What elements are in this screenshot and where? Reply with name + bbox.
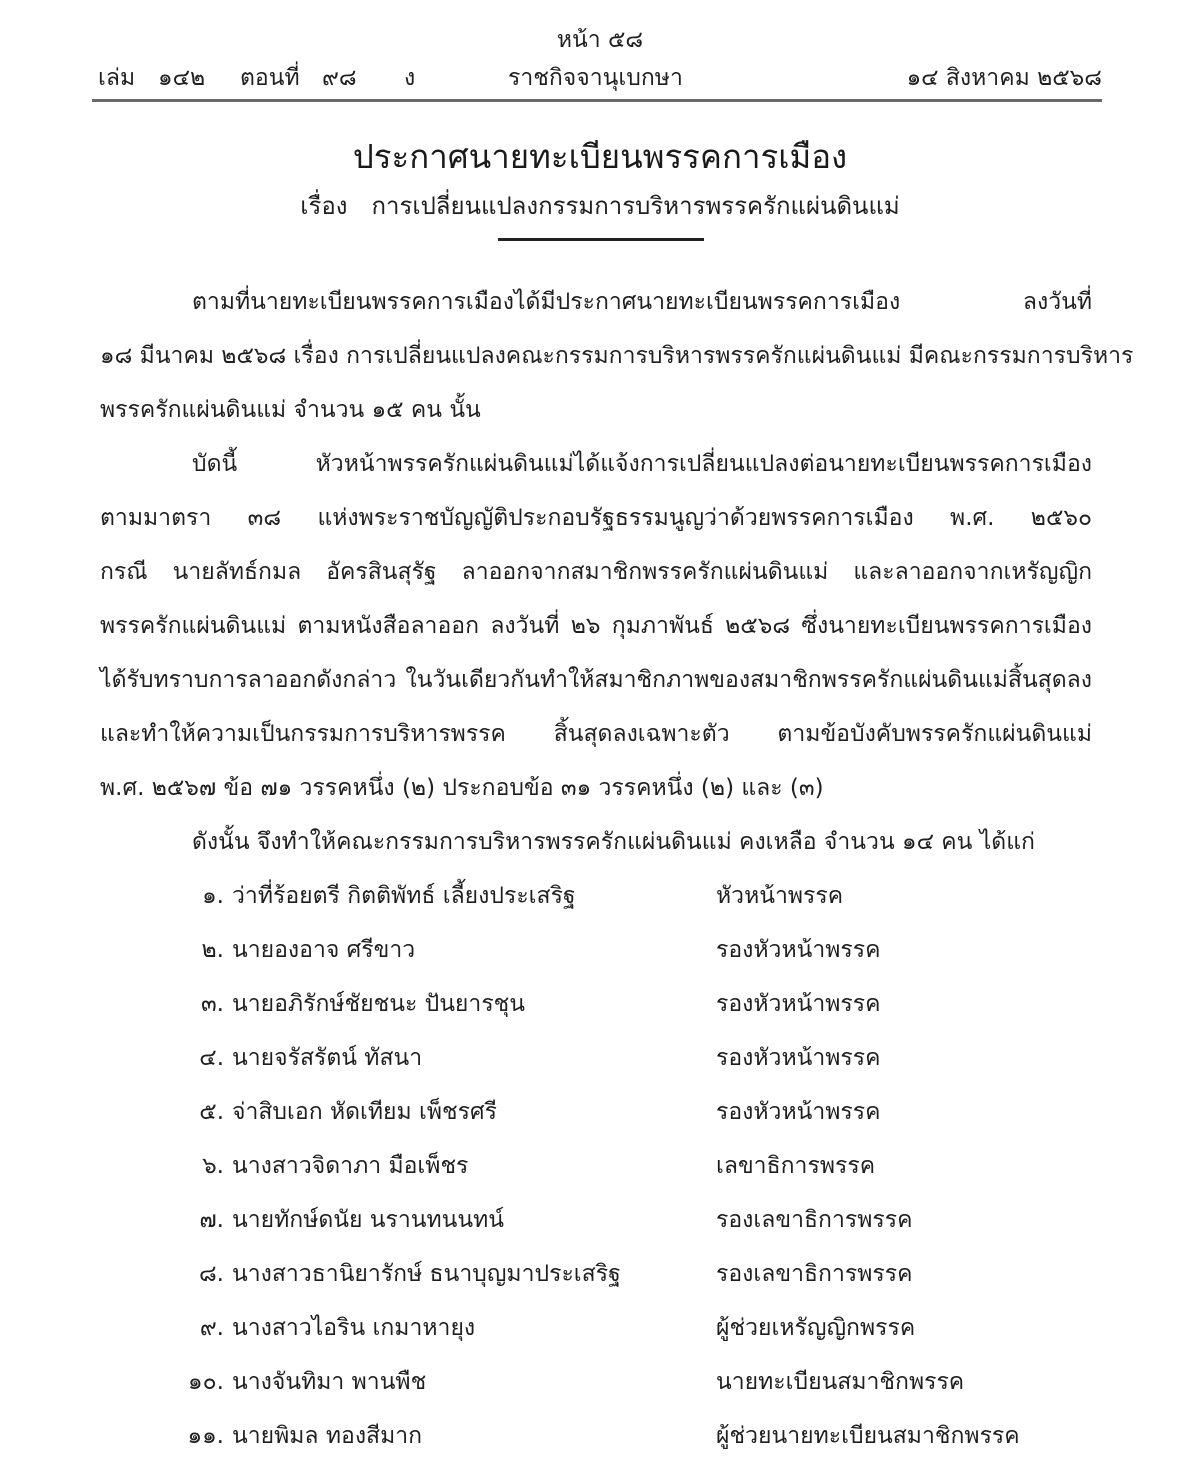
body-line: พรรครักแผ่นดินแม่ จำนวน ๑๕ คน นั้น xyxy=(100,397,481,423)
body-line: บัดนี้ หัวหน้าพรรครักแผ่นดินแม่ได้แจ้งการเปลี่ยนแปลงต่อนายทะเบียนพรรคการเมือง xyxy=(192,451,1092,477)
member-number: ๒. xyxy=(201,937,224,963)
section-type: ง xyxy=(404,65,416,91)
title-divider xyxy=(498,238,704,241)
body-line: ๑๘ มีนาคม ๒๕๖๘ เรื่อง การเปลี่ยนแปลงคณะกรรมการบริหารพรรครักแผ่นดินแม่ มีคณะกรรมการบริหาร xyxy=(100,343,1134,369)
member-number: ๑๑. xyxy=(187,1423,224,1449)
member-name: นางสาวธานิยารักษ์ ธนาบุญมาประเสริฐ xyxy=(232,1261,621,1287)
member-name: นายอภิรักษ์ชัยชนะ ปันยารชุน xyxy=(232,991,526,1017)
member-role: หัวหน้าพรรค xyxy=(716,883,844,909)
member-role: รองหัวหน้าพรรค xyxy=(716,991,881,1017)
body-line: พรรครักแผ่นดินแม่ ตามหนังสือลาออก ลงวันที่ ๒๖ กุมภาพันธ์ ๒๕๖๘ ซึ่งนายทะเบียนพรรคการเมือง xyxy=(100,613,1092,639)
header-divider xyxy=(92,99,1102,102)
subject-label: เรื่อง xyxy=(300,192,348,220)
member-number: ๗. xyxy=(199,1207,224,1233)
member-name: นางสาวจิดาภา มือเพ็ชร xyxy=(232,1153,469,1179)
member-number: ๖. xyxy=(202,1153,224,1179)
body-line: ตามมาตรา ๓๘ แห่งพระราชบัญญัติประกอบรัฐธรรมนูญว่าด้วยพรรคการเมือง พ.ศ. ๒๕๖๐ xyxy=(100,505,1092,531)
member-role: รองหัวหน้าพรรค xyxy=(716,1099,881,1125)
member-role: รองหัวหน้าพรรค xyxy=(716,1045,881,1071)
member-name: นายองอาจ ศรีขาว xyxy=(232,937,416,963)
member-role: นายทะเบียนสมาชิกพรรค xyxy=(716,1369,965,1395)
body-line: ได้รับทราบการลาออกดังกล่าว ในวันเดียวกันทำให้สมาชิกภาพของสมาชิกพรรครักแผ่นดินแม่สิ้นสุดลง xyxy=(100,667,1092,693)
member-role: รองหัวหน้าพรรค xyxy=(716,937,881,963)
section-label: ตอนที่ xyxy=(240,65,300,91)
publication-date: ๑๔ สิงหาคม ๒๕๖๘ xyxy=(906,65,1102,91)
body-line: ดังนั้น จึงทำให้คณะกรรมการบริหารพรรครักแผ่นดินแม่ คงเหลือ จำนวน ๑๔ คน ได้แก่ xyxy=(192,829,1035,855)
member-name: นางจันทิมา พานพืช xyxy=(232,1369,427,1395)
member-role: รองเลขาธิการพรรค xyxy=(716,1261,913,1287)
publication-name: ราชกิจจานุเบกษา xyxy=(508,65,683,91)
body-line: พ.ศ. ๒๕๖๗ ข้อ ๗๑ วรรคหนึ่ง (๒) ประกอบข้อ ๓๑ วรรคหนึ่ง (๒) และ (๓) xyxy=(100,775,824,801)
member-number: ๕. xyxy=(199,1099,224,1125)
volume-number: ๑๔๒ xyxy=(158,65,206,91)
member-role: รองเลขาธิการพรรค xyxy=(716,1207,913,1233)
member-name: จ่าสิบเอก หัดเทียม เพ็ชรศรี xyxy=(232,1099,497,1125)
member-number: ๘. xyxy=(198,1261,224,1287)
member-name: ว่าที่ร้อยตรี กิตติพัทธ์ เลี้ยงประเสริฐ xyxy=(232,883,576,909)
page-number: หน้า ๕๘ xyxy=(556,27,644,53)
announcement-subject xyxy=(0,186,1200,225)
body-line: และทำให้ความเป็นกรรมการบริหารพรรค สิ้นสุดลงเฉพาะตัว ตามข้อบังคับพรรครักแผ่นดินแม่ xyxy=(100,721,1092,747)
member-role: ผู้ช่วยเหรัญญิกพรรค xyxy=(716,1315,916,1341)
member-number: ๑. xyxy=(202,883,224,909)
member-number: ๙. xyxy=(199,1315,224,1341)
member-role: ผู้ช่วยนายทะเบียนสมาชิกพรรค xyxy=(716,1423,1020,1449)
member-name: นายจรัสรัตน์ ทัสนา xyxy=(232,1045,423,1071)
member-name: นายพิมล ทองสีมาก xyxy=(232,1423,423,1449)
member-name: นายทักษ์ดนัย นรานทนนทน์ xyxy=(232,1207,505,1233)
section-number: ๙๘ xyxy=(322,65,357,91)
member-name: นางสาวไอริน เกมาหายุง xyxy=(232,1315,476,1341)
announcement-title: ประกาศนายทะเบียนพรรคการเมือง xyxy=(352,137,848,176)
volume-label: เล่ม xyxy=(98,65,136,91)
member-role: เลขาธิการพรรค xyxy=(716,1153,876,1179)
body-line: ตามที่นายทะเบียนพรรคการเมืองได้มีประกาศนายทะเบียนพรรคการเมือง ลงวันที่ xyxy=(192,289,1092,315)
subject-text: การเปลี่ยนแปลงกรรมการบริหารพรรครักแผ่นดินแม่ xyxy=(371,192,900,220)
body-line: กรณี นายลัทธ์กมล อัครสินสุรัฐ ลาออกจากสมาชิกพรรครักแผ่นดินแม่ และลาออกจากเหรัญญิก xyxy=(100,559,1092,585)
member-number: ๑๐. xyxy=(188,1369,224,1395)
member-number: ๓. xyxy=(200,991,224,1017)
member-number: ๔. xyxy=(199,1045,224,1071)
